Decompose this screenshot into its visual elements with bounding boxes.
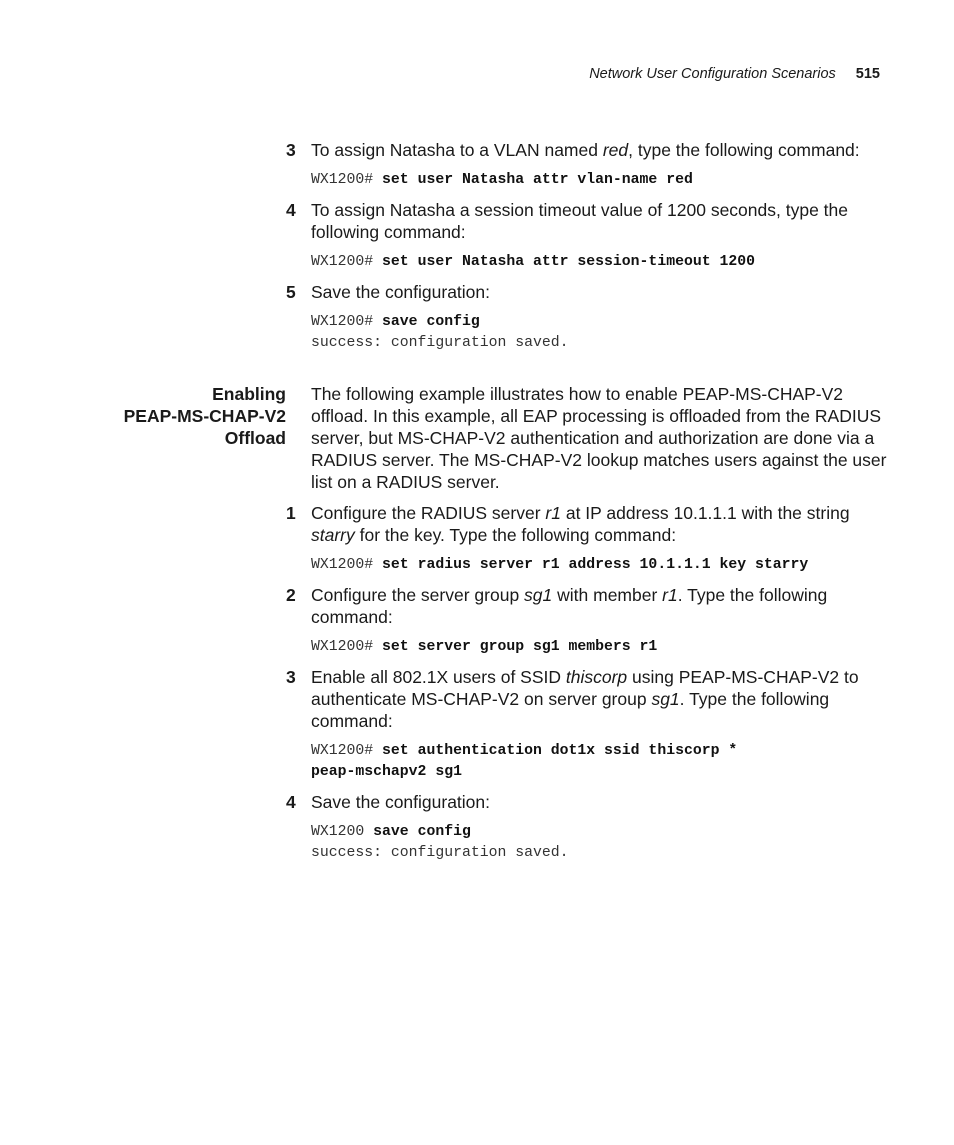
step-number: 4 bbox=[286, 200, 296, 220]
step-text: Configure the server group sg1 with member r1. Type the following command: bbox=[311, 585, 828, 627]
step-text: To assign Natasha a session timeout value of 1200 seconds, type the following command: bbox=[311, 200, 848, 242]
step-item bbox=[286, 584, 886, 628]
cli-prompt: WX1200 bbox=[311, 824, 374, 840]
heading-line: Enabling bbox=[212, 384, 286, 404]
step-item bbox=[286, 502, 886, 546]
step-number: 5 bbox=[286, 282, 296, 302]
code-block bbox=[311, 170, 693, 191]
code-block bbox=[311, 637, 657, 658]
cli-prompt: WX1200# bbox=[311, 254, 383, 270]
step-item bbox=[286, 281, 886, 303]
step-text: Configure the RADIUS server r1 at IP address 10.1.1.1 with the string starry for the key. Type the following command: bbox=[311, 503, 850, 545]
cli-command: set user Natasha attr session-timeout 1200 bbox=[382, 254, 755, 270]
cli-command: set radius server r1 address 10.1.1.1 key starry bbox=[382, 557, 809, 573]
cli-command: save config bbox=[382, 314, 480, 330]
step-number: 3 bbox=[286, 140, 296, 160]
running-title: Network User Configuration Scenarios bbox=[589, 66, 836, 82]
section-intro: The following example illustrates how to enable PEAP-MS-CHAP-V2 offload. In this example, all EAP processing is offloaded from the RADIUS server, but MS-CHAP-V2 authentication and authorization are done via a RADIUS server. The MS-CHAP-V2 lookup matches users against the user list on a RADIUS server. bbox=[311, 384, 887, 492]
cli-prompt: WX1200# bbox=[311, 743, 383, 759]
cli-output: success: configuration saved. bbox=[311, 845, 569, 861]
code-block bbox=[311, 555, 808, 576]
heading-line: PEAP-MS-CHAP-V2 bbox=[123, 406, 286, 426]
code-block bbox=[311, 741, 737, 783]
cli-command: set user Natasha attr vlan-name red bbox=[382, 172, 693, 188]
step-item bbox=[286, 139, 886, 161]
page-number: 515 bbox=[855, 66, 880, 82]
step-number: 1 bbox=[286, 503, 296, 523]
step-item bbox=[286, 666, 886, 732]
section-heading bbox=[60, 383, 286, 449]
cli-command: save config bbox=[373, 824, 471, 840]
step-text: Save the configuration: bbox=[311, 282, 491, 302]
cli-prompt: WX1200# bbox=[311, 557, 383, 573]
code-block bbox=[311, 312, 569, 354]
code-block bbox=[311, 822, 569, 864]
cli-prompt: WX1200# bbox=[311, 639, 383, 655]
cli-command-continued: peap-mschapv2 sg1 bbox=[311, 764, 462, 780]
step-text: To assign Natasha to a VLAN named red, type the following command: bbox=[311, 140, 860, 160]
step-text: Enable all 802.1X users of SSID thiscorp using PEAP-MS-CHAP-V2 to authenticate MS-CHAP-V2 on server group sg1. Type the following command: bbox=[311, 667, 859, 731]
cli-output: success: configuration saved. bbox=[311, 335, 569, 351]
cli-command: set authentication dot1x ssid thiscorp * bbox=[382, 743, 738, 759]
code-block bbox=[311, 252, 755, 273]
cli-prompt: WX1200# bbox=[311, 314, 383, 330]
page-header bbox=[589, 66, 880, 82]
step-item bbox=[286, 791, 886, 813]
heading-line: Offload bbox=[224, 428, 286, 448]
step-number: 3 bbox=[286, 667, 296, 687]
step-item bbox=[286, 199, 886, 243]
cli-command: set server group sg1 members r1 bbox=[382, 639, 658, 655]
step-number: 2 bbox=[286, 585, 296, 605]
step-number: 4 bbox=[286, 792, 296, 812]
cli-prompt: WX1200# bbox=[311, 172, 383, 188]
step-text: Save the configuration: bbox=[311, 792, 491, 812]
